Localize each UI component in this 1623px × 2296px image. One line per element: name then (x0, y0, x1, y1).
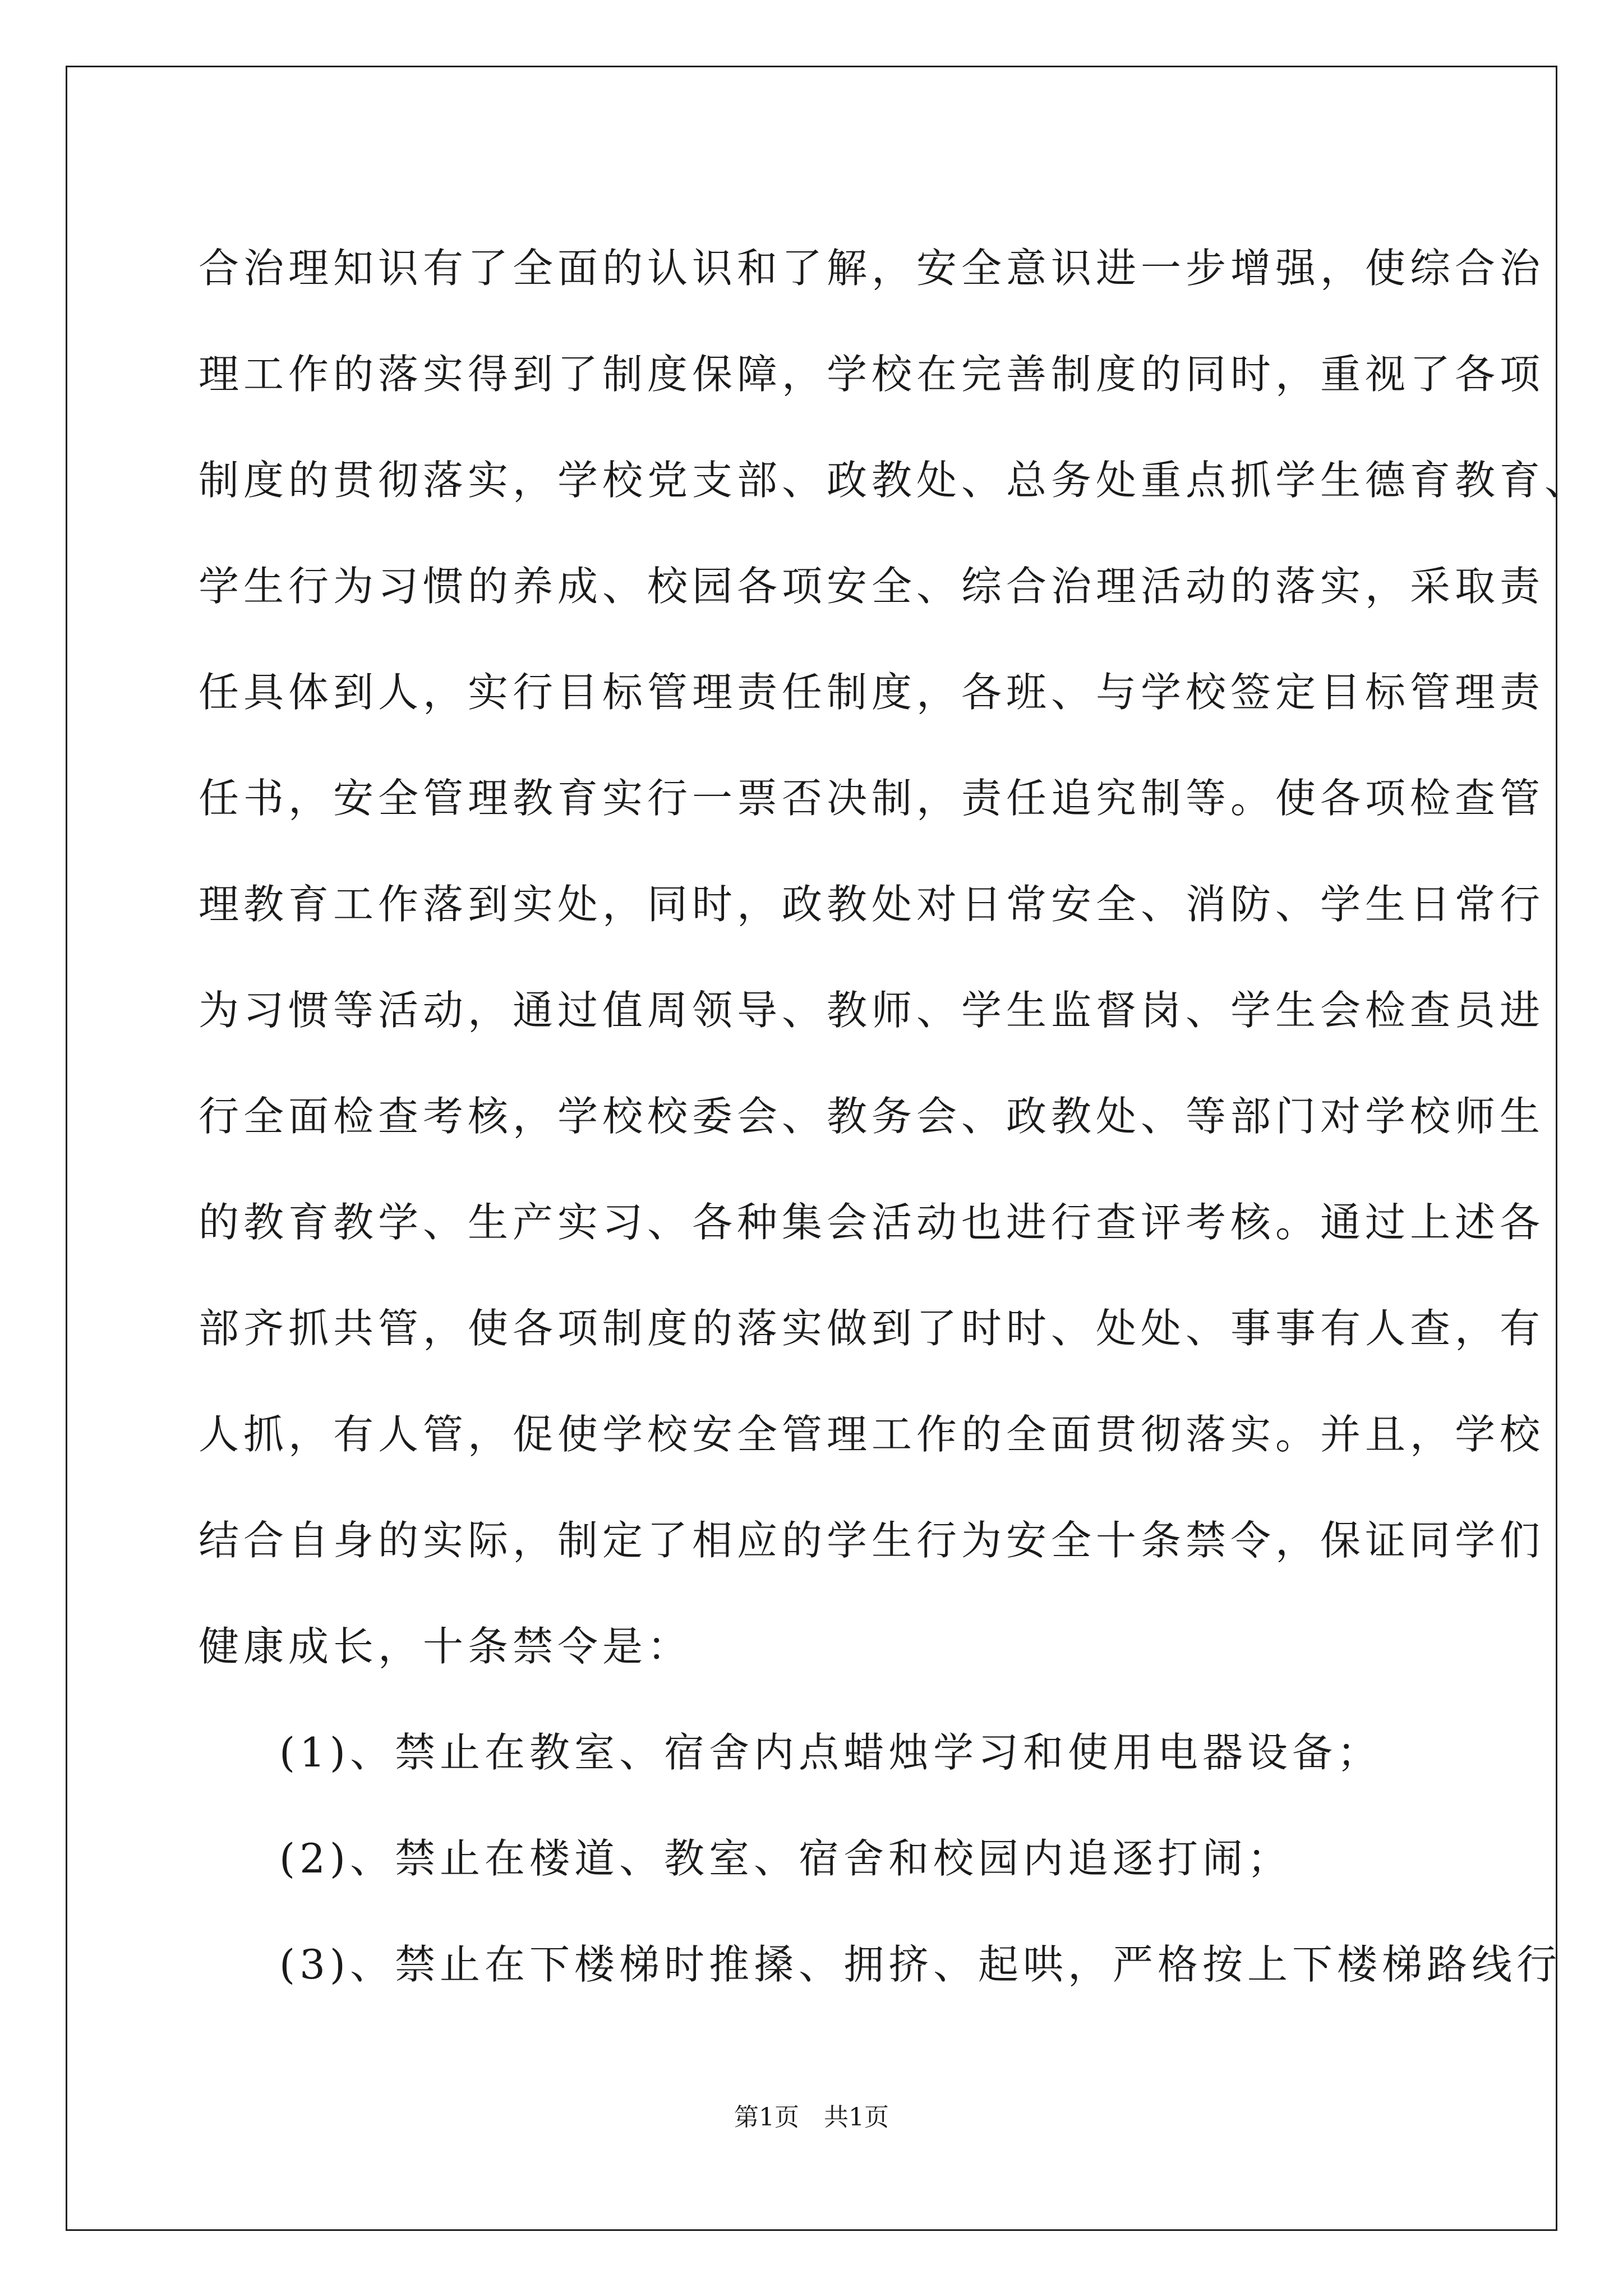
body-line-1: 合治理知识有了全面的认识和了解，安全意识进一步增强，使综合治 (199, 245, 1545, 292)
body-line-13: 结合自身的实际，制定了相应的学生行为安全十条禁令，保证同学们 (199, 1517, 1545, 1564)
body-line-12: 人抓，有人管，促使学校安全管理工作的全面贯彻落实。并且，学校 (199, 1411, 1545, 1458)
body-line-3: 制度的贯彻落实，学校党支部、政教处、总务处重点抓学生德育教育、 (199, 457, 1590, 504)
body-line-2: 理工作的落实得到了制度保障，学校在完善制度的同时，重视了各项 (199, 351, 1545, 398)
body-line-7: 理教育工作落到实处，同时，政教处对日常安全、消防、学生日常行 (199, 881, 1545, 928)
prohibition-item-2: (2)、禁止在楼道、教室、宿舍和校园内追逐打闹； (279, 1835, 1292, 1882)
prohibition-item-1: (1)、禁止在教室、宿舍内点蜡烛学习和使用电器设备； (279, 1729, 1382, 1776)
prohibition-item-3: (3)、禁止在下楼梯时推搡、拥挤、起哄，严格按上下楼梯路线行 (279, 1941, 1561, 1988)
body-line-10: 的教育教学、生产实习、各种集会活动也进行查评考核。通过上述各 (199, 1199, 1545, 1246)
body-line-14: 健康成长，十条禁令是： (199, 1623, 693, 1670)
body-line-11: 部齐抓共管，使各项制度的落实做到了时时、处处、事事有人查，有 (199, 1305, 1545, 1352)
body-line-4: 学生行为习惯的养成、校园各项安全、综合治理活动的落实，采取责 (199, 563, 1545, 610)
body-line-8: 为习惯等活动，通过值周领导、教师、学生监督岗、学生会检查员进 (199, 987, 1545, 1034)
body-line-6: 任书，安全管理教育实行一票否决制，责任追究制等。使各项检查管 (199, 775, 1545, 822)
body-line-9: 行全面检查考核，学校校委会、教务会、政教处、等部门对学校师生 (199, 1093, 1545, 1140)
document-body (199, 215, 1590, 2018)
body-line-5: 任具体到人，实行目标管理责任制度，各班、与学校签定目标管理责 (199, 669, 1545, 716)
page-footer: 第1页 共1页 (734, 2103, 889, 2132)
